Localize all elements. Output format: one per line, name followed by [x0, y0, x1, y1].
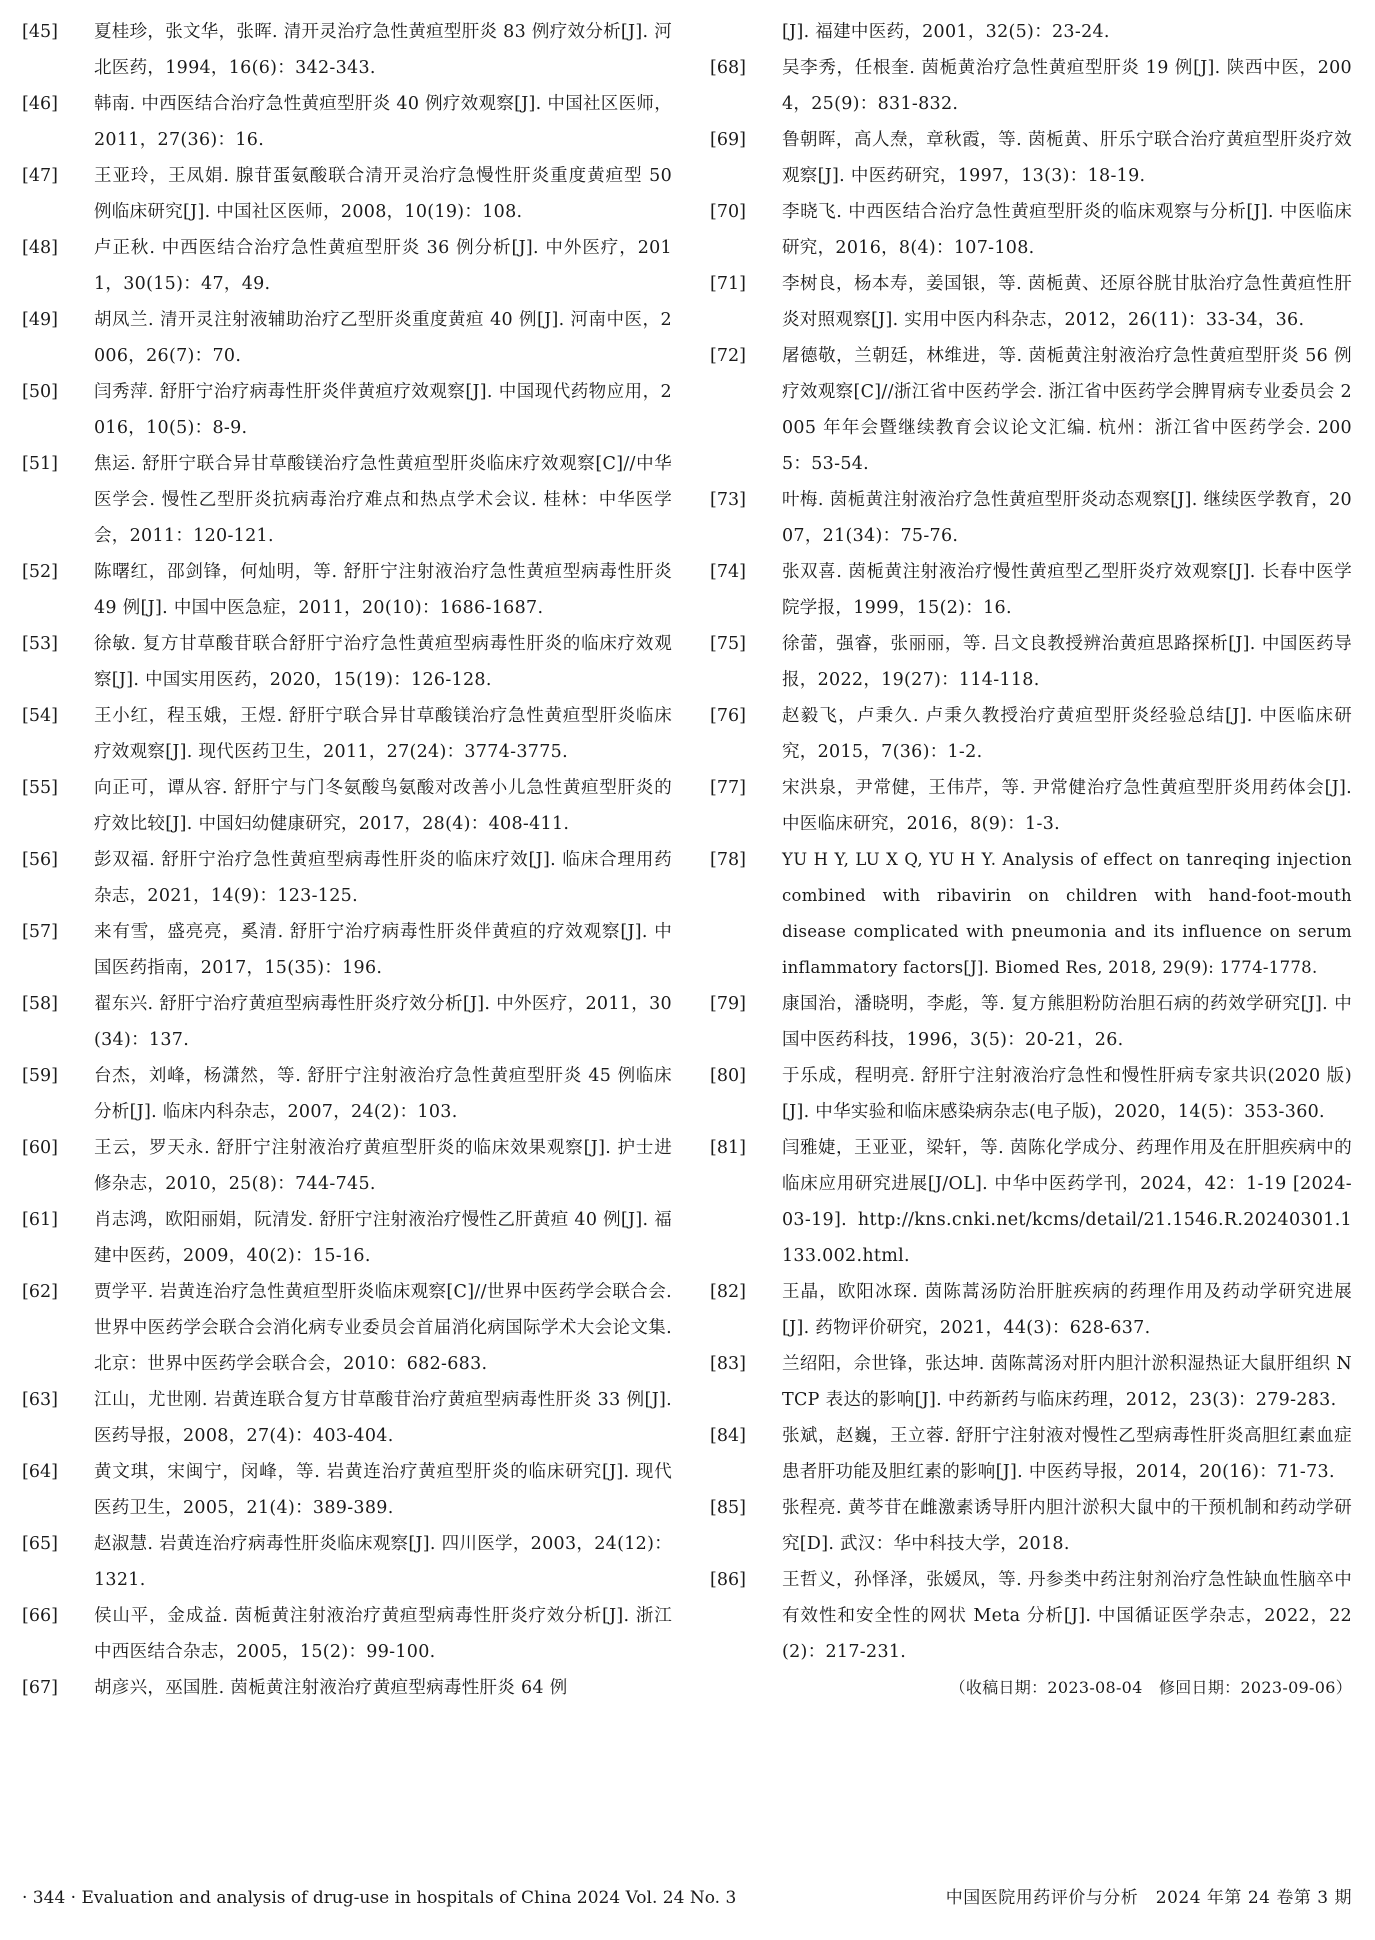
reference-entry [710, 338, 1352, 482]
reference-text: 韩南. 中西医结合治疗急性黄疸型肝炎 40 例疗效观察[J]. 中国社区医师，2011，27(36)：16. [94, 94, 673, 150]
reference-entry [710, 1418, 1352, 1490]
reference-entry [22, 446, 672, 554]
reference-number: [53] [22, 634, 58, 654]
reference-entry [22, 1202, 672, 1274]
reference-entry [710, 986, 1352, 1058]
reference-number: [68] [710, 58, 746, 78]
reference-entry [22, 1058, 672, 1130]
reference-text: 赵淑慧. 岩黄连治疗病毒性肝炎临床观察[J]. 四川医学，2003，24(12)：1321. [94, 1534, 672, 1590]
reference-number: [81] [710, 1138, 746, 1158]
reference-entry [710, 266, 1352, 338]
reference-text: 王小红，程玉娥，王煜. 舒肝宁联合异甘草酸镁治疗急性黄疸型肝炎临床疗效观察[J]. 现代医药卫生，2011，27(24)：3774-3775. [94, 706, 672, 762]
reference-text: 于乐成，程明亮. 舒肝宁注射液治疗急性和慢性肝病专家共识(2020 版)[J]. 中华实验和临床感染病杂志(电子版)，2020，14(5)：353-360. [782, 1066, 1352, 1122]
reference-text: 陈曙红，邵剑锋，何灿明，等. 舒肝宁注射液治疗急性黄疸型病毒性肝炎 49 例[J]. 中国中医急症，2011，20(10)：1686-1687. [94, 562, 672, 618]
reference-text: 屠德敬，兰朝廷，林维进，等. 茵栀黄注射液治疗急性黄疸型肝炎 56 例疗效观察[C]//浙江省中医药学会. 浙江省中医药学会脾胃病专业委员会 2005 年年会暨继续教育会议论文汇编. 杭州：浙江省中医药学会. 2005：53-54. [782, 346, 1352, 474]
reference-entry [710, 1058, 1352, 1130]
reference-number: [83] [710, 1354, 746, 1374]
reference-text: 江山，尤世刚. 岩黄连联合复方甘草酸苷治疗黄疸型病毒性肝炎 33 例[J]. 医药导报，2008，27(4)：403-404. [94, 1390, 672, 1446]
reference-column-left [22, 14, 672, 1706]
reference-text: 鲁朝晖，高人焘，章秋霞，等. 茵栀黄、肝乐宁联合治疗黄疸型肝炎疗效观察[J]. 中医药研究，1997，13(3)：18-19. [782, 130, 1352, 186]
reference-entry [22, 554, 672, 626]
reference-entry [710, 1346, 1352, 1418]
reference-text: 黄文琪，宋闽宁，闵峰，等. 岩黄连治疗黄疸型肝炎的临床研究[J]. 现代医药卫生，2005，21(4)：389-389. [94, 1462, 672, 1518]
reference-number: [58] [22, 994, 58, 1014]
reference-number: [56] [22, 850, 58, 870]
reference-number: [65] [22, 1534, 58, 1554]
reference-entry [710, 1130, 1352, 1274]
reference-text: 王云，罗天永. 舒肝宁注射液治疗黄疸型肝炎的临床效果观察[J]. 护士进修杂志，2010，25(8)：744-745. [94, 1138, 672, 1194]
reference-entry [710, 122, 1352, 194]
reference-entry [710, 482, 1352, 554]
footer-journal-chinese: 中国医院用药评价与分析 2024 年第 24 卷第 3 期 [945, 1888, 1352, 1908]
reference-entry [22, 1274, 672, 1382]
footer-journal-english: · 344 · Evaluation and analysis of drug-use in hospitals of China 2024 Vol. 24 No. 3 [22, 1888, 737, 1908]
reference-entry [22, 698, 672, 770]
reference-number: [49] [22, 310, 58, 330]
reference-text: 李晓飞. 中西医结合治疗急性黄疸型肝炎的临床观察与分析[J]. 中医临床研究，2016，8(4)：107-108. [782, 202, 1352, 258]
reference-entry [22, 14, 672, 86]
reference-number: [62] [22, 1282, 58, 1302]
reference-entry [22, 1670, 672, 1706]
reference-text: 台杰，刘峰，杨潇然，等. 舒肝宁注射液治疗急性黄疸型肝炎 45 例临床分析[J]. 临床内科杂志，2007，24(2)：103. [94, 1066, 672, 1122]
reference-text: 王哲义，孙怿泽，张媛凤，等. 丹参类中药注射剂治疗急性缺血性脑卒中有效性和安全性的网状 Meta 分析[J]. 中国循证医学杂志，2022，22(2)：217-231. [782, 1570, 1352, 1662]
reference-entry [22, 1454, 672, 1526]
reference-number: [63] [22, 1390, 58, 1410]
reference-number: [59] [22, 1066, 58, 1086]
reference-text: 兰绍阳，佘世锋，张达坤. 茵陈蒿汤对肝内胆汁淤积湿热证大鼠肝组织 NTCP 表达的影响[J]. 中药新药与临床药理，2012，23(3)：279-283. [782, 1354, 1352, 1410]
reference-text: 王亚玲，王凤娟. 腺苷蛋氨酸联合清开灵治疗急慢性肝炎重度黄疸型 50 例临床研究[J]. 中国社区医师，2008，10(19)：108. [94, 166, 672, 222]
reference-number: [71] [710, 274, 746, 294]
reference-text: 闫雅婕，王亚亚，梁轩，等. 茵陈化学成分、药理作用及在肝胆疾病中的临床应用研究进展[J/OL]. 中华中医药学刊，2024，42：1-19 [2024-03-19]. http://kns.cnki.net/kcms/detail/21.1546.R.20240301.1133.002.html. [782, 1138, 1352, 1266]
reference-entry [710, 194, 1352, 266]
reference-number: [57] [22, 922, 58, 942]
reference-number: [85] [710, 1498, 746, 1518]
reference-text: 吴李秀，任根奎. 茵栀黄治疗急性黄疸型肝炎 19 例[J]. 陕西中医，2004，25(9)：831-832. [782, 58, 1352, 114]
reference-text: 宋洪泉，尹常健，王伟芹，等. 尹常健治疗急性黄疸型肝炎用药体会[J]. 中医临床研究，2016，8(9)：1-3. [782, 778, 1352, 834]
reference-entry [22, 374, 672, 446]
reference-number: [46] [22, 94, 58, 114]
reference-entry [710, 842, 1352, 986]
reference-number: [52] [22, 562, 58, 582]
reference-entry [710, 770, 1352, 842]
reference-text: 叶梅. 茵栀黄注射液治疗急性黄疸型肝炎动态观察[J]. 继续医学教育，2007，21(34)：75-76. [782, 490, 1352, 546]
reference-number: [50] [22, 382, 58, 402]
received-revised-dates: （收稿日期：2023-08-04 修回日期：2023-09-06） [949, 1678, 1352, 1697]
reference-entry [710, 1490, 1352, 1562]
reference-text: 赵毅飞，卢秉久. 卢秉久教授治疗黄疸型肝炎经验总结[J]. 中医临床研究，2015，7(36)：1-2. [782, 706, 1352, 762]
reference-number: [55] [22, 778, 58, 798]
reference-entry [710, 626, 1352, 698]
reference-text: 向正可，谭从容. 舒肝宁与门冬氨酸鸟氨酸对改善小儿急性黄疸型肝炎的疗效比较[J]. 中国妇幼健康研究，2017，28(4)：408-411. [94, 778, 672, 834]
reference-number: [47] [22, 166, 58, 186]
reference-number: [76] [710, 706, 746, 726]
reference-entry [22, 770, 672, 842]
reference-entry [710, 50, 1352, 122]
reference-text: 胡凤兰. 清开灵注射液辅助治疗乙型肝炎重度黄疸 40 例[J]. 河南中医，2006，26(7)：70. [94, 310, 672, 366]
reference-entry [22, 914, 672, 986]
reference-entry [710, 554, 1352, 626]
reference-number: [51] [22, 454, 58, 474]
reference-entry [22, 986, 672, 1058]
reference-text: 翟东兴. 舒肝宁治疗黄疸型病毒性肝炎疗效分析[J]. 中外医疗，2011，30(34)：137. [94, 994, 672, 1050]
reference-number: [73] [710, 490, 746, 510]
reference-number: [64] [22, 1462, 58, 1482]
reference-entry [710, 1274, 1352, 1346]
reference-text: 卢正秋. 中西医结合治疗急性黄疸型肝炎 36 例分析[J]. 中外医疗，2011，30(15)：47，49. [94, 238, 672, 294]
reference-entry [710, 14, 1352, 50]
reference-number: [72] [710, 346, 746, 366]
reference-text: 彭双福. 舒肝宁治疗急性黄疸型病毒性肝炎的临床疗效[J]. 临床合理用药杂志，2021，14(9)：123-125. [94, 850, 672, 906]
reference-text: 张程亮. 黄芩苷在雌激素诱导肝内胆汁淤积大鼠中的干预机制和药动学研究[D]. 武汉：华中科技大学，2018. [782, 1498, 1352, 1554]
reference-text: 李树良，杨本寿，姜国银，等. 茵栀黄、还原谷胱甘肽治疗急性黄疸性肝炎对照观察[J]. 实用中医内科杂志，2012，26(11)：33-34，36. [782, 274, 1352, 330]
reference-text: 徐敏. 复方甘草酸苷联合舒肝宁治疗急性黄疸型病毒性肝炎的临床疗效观察[J]. 中国实用医药，2020，15(19)：126-128. [94, 634, 672, 690]
reference-entry [22, 1130, 672, 1202]
reference-number: [77] [710, 778, 746, 798]
reference-number: [61] [22, 1210, 58, 1230]
reference-text: 王晶，欧阳冰琛. 茵陈蒿汤防治肝脏疾病的药理作用及药动学研究进展[J]. 药物评价研究，2021，44(3)：628-637. [782, 1282, 1352, 1338]
reference-number: [67] [22, 1678, 58, 1698]
page-footer [22, 1884, 1352, 1912]
reference-entry [22, 626, 672, 698]
reference-text: 肖志鸿，欧阳丽娟，阮清发. 舒肝宁注射液治疗慢性乙肝黄疸 40 例[J]. 福建中医药，2009，40(2)：15-16. [94, 1210, 673, 1266]
reference-number: [84] [710, 1426, 746, 1446]
reference-number: [79] [710, 994, 746, 1014]
reference-number: [82] [710, 1282, 746, 1302]
reference-entry [22, 1382, 672, 1454]
reference-text: 贾学平. 岩黄连治疗急性黄疸型肝炎临床观察[C]//世界中医药学会联合会. 世界中医药学会联合会消化病专业委员会首届消化病国际学术大会论文集. 北京：世界中医药学会联合会，2010：682-683. [94, 1282, 672, 1374]
reference-entry [22, 302, 672, 374]
reference-column-right [710, 14, 1352, 1706]
reference-text: 张双喜. 茵栀黄注射液治疗慢性黄疸型乙型肝炎疗效观察[J]. 长春中医学院学报，1999，15(2)：16. [782, 562, 1352, 618]
reference-number: [78] [710, 850, 746, 870]
reference-text: YU H Y, LU X Q, YU H Y. Analysis of effect on tanreqing injection combined with ribavirin on children with hand-foot-mouth disease complicated with pneumonia and its influence on serum inflammatory factors[J]. Biomed Res, 2018, 29(9): 1774-1778. [782, 850, 1352, 977]
reference-number: [80] [710, 1066, 746, 1086]
reference-entry [22, 158, 672, 230]
reference-number: [86] [710, 1570, 746, 1590]
reference-entry [22, 230, 672, 302]
reference-number: [69] [710, 130, 746, 150]
reference-entry [22, 1598, 672, 1670]
reference-number: [54] [22, 706, 58, 726]
reference-number: [60] [22, 1138, 58, 1158]
reference-text: 侯山平，金成益. 茵栀黄注射液治疗黄疸型病毒性肝炎疗效分析[J]. 浙江中西医结合杂志，2005，15(2)：99-100. [94, 1606, 672, 1662]
reference-entry [710, 698, 1352, 770]
reference-text: [J]. 福建中医药，2001，32(5)：23-24. [782, 22, 1110, 42]
reference-number: [74] [710, 562, 746, 582]
reference-number: [75] [710, 634, 746, 654]
reference-text: 闫秀萍. 舒肝宁治疗病毒性肝炎伴黄疸疗效观察[J]. 中国现代药物应用，2016，10(5)：8-9. [94, 382, 672, 438]
reference-text: 徐蕾，强睿，张丽丽，等. 吕文良教授辨治黄疸思路探析[J]. 中国医药导报，2022，19(27)：114-118. [782, 634, 1352, 690]
reference-number: [66] [22, 1606, 58, 1626]
reference-number: [45] [22, 22, 58, 42]
reference-text: 夏桂珍，张文华，张晖. 清开灵治疗急性黄疸型肝炎 83 例疗效分析[J]. 河北医药，1994，16(6)：342-343. [94, 22, 673, 78]
reference-entry [22, 842, 672, 914]
reference-number: [70] [710, 202, 746, 222]
reference-text: 焦运. 舒肝宁联合异甘草酸镁治疗急性黄疸型肝炎临床疗效观察[C]//中华医学会. 慢性乙型肝炎抗病毒治疗难点和热点学术会议. 桂林：中华医学会，2011：120-121. [94, 454, 672, 546]
reference-number: [48] [22, 238, 58, 258]
reference-text: 张斌，赵巍，王立蓉. 舒肝宁注射液对慢性乙型病毒性肝炎高胆红素血症患者肝功能及胆红素的影响[J]. 中医药导报，2014，20(16)：71-73. [782, 1426, 1352, 1482]
reference-text: 康国治，潘晓明，李彪，等. 复方熊胆粉防治胆石病的药效学研究[J]. 中国中医药科技，1996，3(5)：20-21，26. [782, 994, 1352, 1050]
reference-text: 胡彦兴，巫国胜. 茵栀黄注射液治疗黄疸型病毒性肝炎 64 例 [94, 1678, 568, 1698]
reference-entry [22, 86, 672, 158]
reference-text: 来有雪，盛亮亮，奚清. 舒肝宁治疗病毒性肝炎伴黄疸的疗效观察[J]. 中国医药指南，2017，15(35)：196. [94, 922, 672, 978]
reference-entry [710, 1562, 1352, 1670]
reference-entry [22, 1526, 672, 1598]
